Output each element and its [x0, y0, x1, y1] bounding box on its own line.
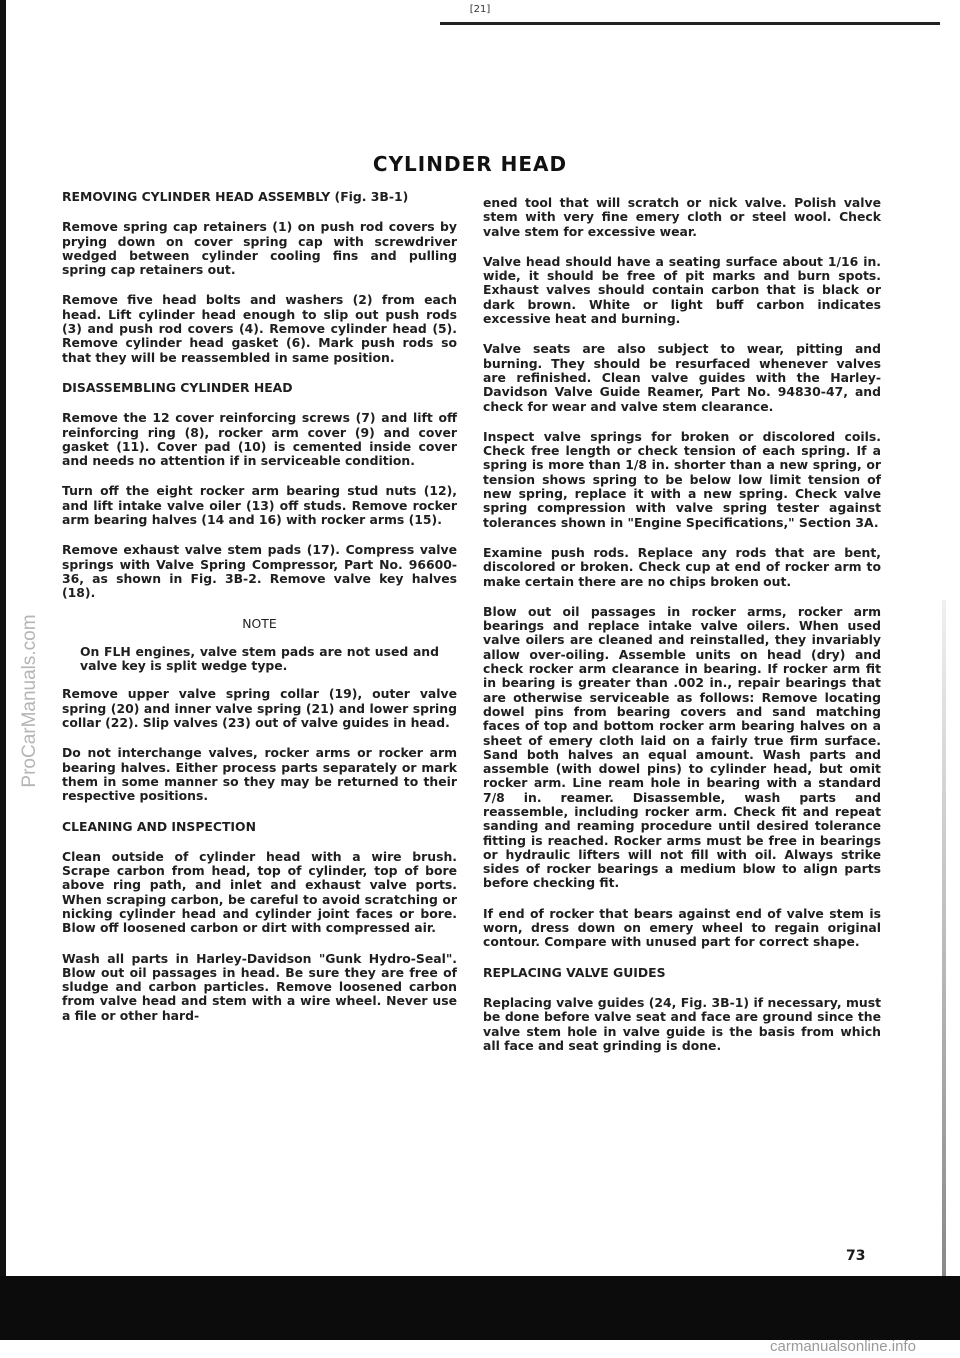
paragraph: Clean outside of cylinder head with a wire brush. Scrape carbon from head, top of cylinder, top of bore above ring path, and inlet and exhaust valve ports. When scraping carbon, be careful to avoid scratching or nicking cylinder head and cylinder joint faces or bore. Blow off loosened carbon or dirt with compressed air.: [62, 848, 457, 936]
paragraph: Valve seats are also subject to wear, pitting and burning. They should be resurfaced whenever valves are refinished. Clean valve guides with the Harley-Davidson Valve Guide Reamer, Part No. 94830-47, and check for wear and valve stem clearance.: [483, 341, 881, 414]
scan-left-border: [0, 0, 6, 1290]
paragraph: Remove exhaust valve stem pads (17). Compress valve springs with Valve Spring Compressor, Part No. 96600-36, as shown in Fig. 3B-2. Remove valve key halves (18).: [62, 542, 457, 601]
footer-site-link[interactable]: carmanualsonline.info: [770, 1338, 916, 1355]
top-rule: [440, 22, 940, 25]
paragraph: If end of rocker that bears against end of valve stem is worn, dress down on emery wheel to regain original contour. Compare with unused part for correct shape.: [483, 905, 881, 950]
paragraph: Remove the 12 cover reinforcing screws (7) and lift off reinforcing ring (8), rocker arm cover (9) and cover gasket (11). Cover pad (10) is cemented inside cover and needs no attention if in serviceable condition.: [62, 410, 457, 469]
scan-right-edge: [942, 600, 946, 1280]
paragraph: Remove five head bolts and washers (2) from each head. Lift cylinder head enough to slip out push rods (3) and push rod covers (4). Remove cylinder head (5). Remove cylinder head gasket (6). Mark push rods so that they will be reassembled in same position.: [62, 292, 457, 365]
page-label: [21]: [469, 4, 491, 15]
right-column: [483, 196, 881, 1069]
section-heading: DISASSEMBLING CYLINDER HEAD: [62, 379, 293, 395]
page-number: 73: [846, 1248, 866, 1264]
note-heading: NOTE: [242, 615, 277, 631]
left-column: [62, 190, 457, 1039]
note-text: On FLH engines, valve stem pads are not used and valve key is split wedge type.: [80, 643, 439, 674]
paragraph: Remove spring cap retainers (1) on push rod covers by prying down on cover spring cap with screwdriver wedged between cylinder cooling fins and pulling spring cap retainers out.: [62, 219, 457, 278]
section-heading: CLEANING AND INSPECTION: [62, 818, 256, 834]
paragraph: Examine push rods. Replace any rods that are bent, discolored or broken. Check cup at end of rocker arm to make certain there are no chips broken out.: [483, 544, 881, 589]
paragraph: Valve head should have a seating surface about 1/16 in. wide, it should be free of pit marks and burn spots. Exhaust valves should contain carbon that is black or dark brown. White or light buff carbon indicates excessive heat and burning.: [483, 253, 881, 327]
paragraph: Remove upper valve spring collar (19), outer valve spring (20) and inner valve spring (21) and lower spring collar (22). Slip valves (23) out of valve guides in head.: [62, 686, 457, 731]
paragraph: Replacing valve guides (24, Fig. 3B-1) if necessary, must be done before valve seat and face are ground since the valve stem hole in valve guide is the basis from which all face and seat grinding is done.: [483, 994, 881, 1053]
paragraph: Turn off the eight rocker arm bearing stud nuts (12), and lift intake valve oiler (13) off studs. Remove rocker arm bearing halves (14 and 16) with rocker arms (15).: [62, 483, 457, 528]
paragraph: Do not interchange valves, rocker arms or rocker arm bearing halves. Either process parts separately or mark them in some manner so they may be returned to their respective positions.: [62, 745, 457, 804]
paragraph: Inspect valve springs for broken or discolored coils. Check free length or check tension of each spring. If a spring is more than 1/8 in. shorter than a new spring, or tension shows spring to be below low limit tension of new spring, replace it with a new spring. Check valve spring compression with valve spring tester against tolerances shown in "Engine Specifications," Section 3A.: [483, 428, 881, 530]
paragraph: Blow out oil passages in rocker arms, rocker arm bearings and replace intake valve oilers. When used valve oilers are cleaned and reinstalled, they invariably allow over-oiling. Assemble units on head (dry) and check rocker arm clearance in bearing. If rocker arm fit in bearing is greater than .002 in., repair bearings that are otherwise serviceable as follows: Remove locating dowel pins from bearing covers and sand matching faces of top and bottom rocker arm bearing halves on a sheet of emery cloth laid on a fairly true firm surface. Sand both halves an equal amount. Wash parts and assemble (with dowel pins) to cylinder head, but omit rocker arm. Line ream hole in bearing with a standard 7/8 in. reamer. Disassemble, wash parts and reassemble, including rocker arm. Check fit and repeat sanding and reaming procedure until desired tolerance fitting is reached. Rocker arms must be free in bearings or hydraulic lifters will not fill with oil. Always strike sides of rocker bearings a medium blow to align parts before checking fit.: [483, 603, 881, 891]
bottom-dark-band: [0, 1276, 960, 1340]
section-heading: REPLACING VALVE GUIDES: [483, 964, 666, 980]
paragraph: Wash all parts in Harley-Davidson "Gunk Hydro-Seal". Blow out oil passages in head. Be sure they are free of sludge and carbon particles. Remove loosened carbon from valve head and stem with a wire wheel. Never use a file or other hard-: [62, 950, 457, 1023]
section-heading: REMOVING CYLINDER HEAD ASSEMBLY (Fig. 3B-1): [62, 189, 409, 204]
paragraph: ened tool that will scratch or nick valve. Polish valve stem with very fine emery cloth or steel wool. Check valve stem for excessive wear.: [483, 195, 881, 239]
page-title: CYLINDER HEAD: [372, 152, 568, 176]
watermark-text: ProCarManuals.com: [19, 614, 40, 788]
